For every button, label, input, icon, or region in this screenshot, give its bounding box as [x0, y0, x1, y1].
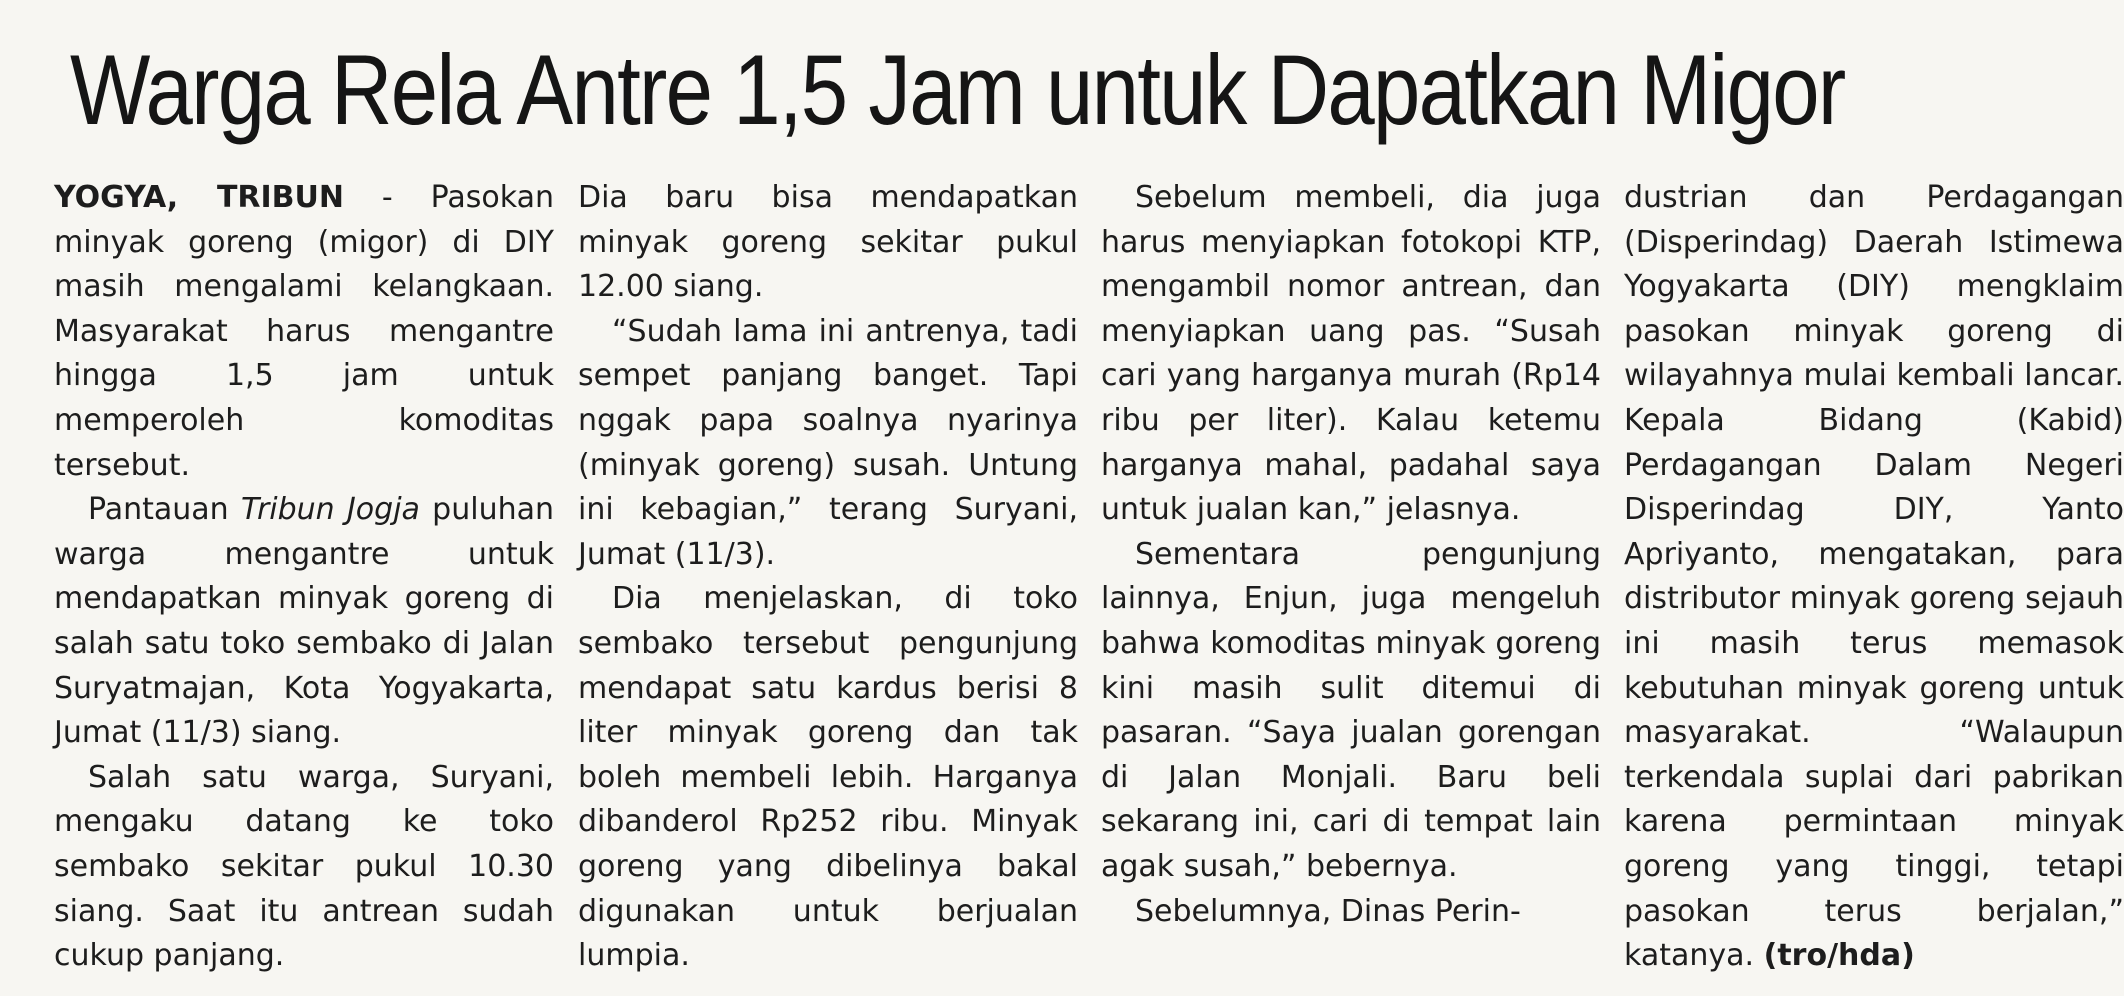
paragraph — [54, 176, 554, 488]
article-column-1 — [54, 176, 554, 979]
paragraph-text: puluhan warga mengantre untuk mendapatkan minyak goreng di salah satu toko sembako di Jalan Suryatmajan, Kota Yogyakarta, Jumat (11/3) siang. — [54, 492, 554, 751]
headline: Warga Rela Antre 1,5 Jam untuk Dapatkan Migor — [70, 34, 1845, 145]
article-column-2 — [578, 176, 1078, 979]
paragraph-text: dustrian dan Perdagangan (Disperindag) Daerah Istimewa Yogyakarta (DIY) mengklaim pasokan minyak goreng di wilayahnya mulai kembali lancar. Kepala Bidang (Kabid) Perdagangan Dalam Negeri Disperindag DIY, Yanto Apriyanto, mengatakan, para distributor minyak goreng sejauh ini masih terus memasok kebutuhan minyak goreng untuk masyarakat. “Walaupun terkendala suplai dari pabrikan karena permintaan minyak goreng yang tinggi, tetapi pasokan terus berjalan,” katanya. — [1624, 180, 2124, 974]
paragraph: Dia menjelaskan, di toko sembako tersebut pengunjung mendapat satu kardus berisi 8 liter minyak goreng dan tak boleh membeli lebih. Harganya dibanderol Rp252 ribu. Minyak goreng yang dibelinya bakal digunakan untuk berjualan lumpia. — [578, 581, 1078, 974]
paragraph: Dia baru bisa mendapatkan minyak goreng sekitar pukul 12.00 siang. — [578, 180, 1078, 305]
paragraph: Salah satu warga, Suryani, mengaku datang ke toko sembako sekitar pukul 10.30 siang. Saat itu antrean sudah cukup panjang. — [54, 759, 554, 974]
author-credit: (tro/hda) — [1763, 938, 1915, 974]
paragraph: Sebelumnya, Dinas Perin- — [1135, 893, 1521, 929]
paragraph — [1624, 176, 2124, 979]
article-column-3 — [1101, 176, 1601, 934]
paragraph — [54, 488, 554, 756]
paragraph: “Sudah lama ini antrenya, tadi sempet panjang banget. Tapi nggak papa soalnya nyarinya (minyak goreng) susah. Untung ini kebagian,” terang Suryani, Jumat (11/3). — [578, 313, 1078, 572]
paragraph-text: Pantauan — [88, 492, 241, 528]
paragraph: Sementara pengunjung lainnya, Enjun, juga mengeluh bahwa komoditas minyak goreng kini masih sulit ditemui di pasaran. “Saya jualan gorengan di Jalan Monjali. Baru beli sekarang ini, cari di tempat lain agak susah,” bebernya. — [1101, 536, 1601, 884]
dateline: YOGYA, TRIBUN — [54, 180, 345, 215]
article-column-4 — [1624, 176, 2124, 979]
paragraph: Sebelum membeli, dia juga harus menyiapkan fotokopi KTP, mengambil nomor antrean, dan menyiapkan uang pas. “Susah cari yang harganya murah (Rp14 ribu per liter). Kalau ketemu harganya mahal, padahal saya untuk jualan kan,” jelasnya. — [1101, 180, 1601, 528]
publication-name: Tribun Jogja — [240, 492, 420, 528]
dateline-separator: - — [344, 180, 431, 215]
paragraph-text: Pasokan minyak goreng (migor) di DIY masih mengalami kelangkaan. Masyarakat harus mengantre hingga 1,5 jam untuk memperoleh komoditas tersebut. — [54, 180, 554, 483]
